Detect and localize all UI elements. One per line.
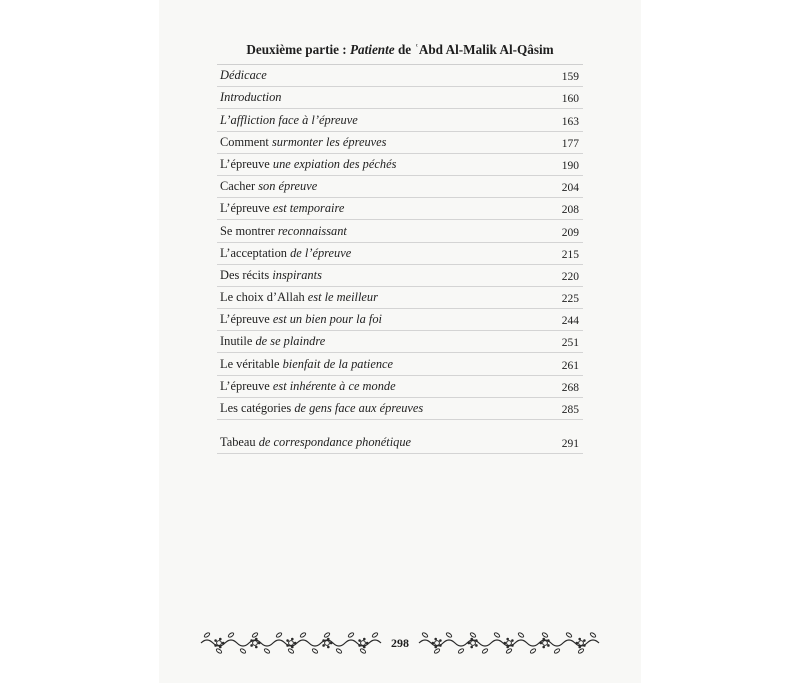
toc-entry-page: 268: [561, 381, 579, 394]
toc-entry-title-italic: L’affliction face à l’épreuve: [220, 112, 358, 127]
toc-entry-title: [220, 312, 382, 330]
floral-vine-left-icon: [197, 628, 385, 658]
toc-entry-title-plain: L’épreuve: [220, 378, 273, 393]
toc-entry-title-plain: Des récits: [220, 267, 273, 282]
toc-section-title: [217, 42, 583, 65]
toc-entry-page: 208: [561, 204, 579, 217]
toc-entry: [217, 376, 583, 398]
toc-entry-title-plain: Tabeau: [220, 435, 259, 450]
toc-entry-title-plain: L’épreuve: [220, 312, 273, 327]
toc-entry: [217, 65, 583, 87]
toc-entry-title: [220, 290, 378, 308]
toc-entry-page: 251: [561, 337, 579, 350]
toc-entry-title-italic: reconnaissant: [277, 223, 347, 238]
toc-entry-title-italic: de correspondance phonétique: [258, 435, 412, 450]
toc-entry-title-italic: inspirants: [272, 267, 322, 282]
toc-entry-title-plain: Cacher: [220, 179, 259, 194]
toc-entry-title: [220, 379, 396, 397]
toc-entry-page: 163: [561, 115, 579, 128]
toc-entry: [217, 198, 583, 220]
toc-entries: [217, 65, 583, 454]
toc-entry: [217, 132, 583, 154]
toc-entry-page: 244: [561, 315, 579, 328]
toc-entry-title-plain: Le choix d’Allah: [220, 290, 308, 305]
page-footer: [189, 628, 611, 658]
toc-entry-title-italic: une expiation des péchés: [272, 156, 397, 171]
floral-vine-right-icon: [415, 628, 603, 658]
toc-entry-title: [220, 401, 423, 419]
toc-entry-title-italic: surmonter les épreuves: [271, 134, 387, 149]
toc-entry-title-plain: Les catégories: [220, 401, 295, 415]
title-suffix: de ʿAbd Al-Malik Al-Qâsim: [394, 42, 554, 57]
title-italic: Patiente: [349, 42, 395, 57]
toc-entry-title: [220, 435, 411, 453]
toc-entry-title: [220, 68, 267, 86]
toc-entry-title-plain: Le véritable: [220, 356, 283, 371]
toc-entry-page: 190: [561, 159, 579, 172]
toc-entry: [217, 309, 583, 331]
page-number: 298: [391, 635, 409, 650]
toc-entry: [217, 220, 583, 242]
toc-entry: [217, 154, 583, 176]
toc-entry: [217, 331, 583, 353]
toc-entry-title: [220, 268, 322, 286]
toc-entry-title: [220, 334, 325, 352]
toc-entry-title-italic: de gens face aux épreuves: [294, 401, 424, 415]
toc-entry-title-italic: est le meilleur: [307, 290, 378, 305]
toc-entry-page: 291: [561, 438, 579, 451]
toc-entry-title-plain: Se montrer: [220, 223, 278, 238]
toc-entry-page: 209: [561, 226, 579, 239]
toc-entry-title-italic: est inhérente à ce monde: [272, 378, 396, 393]
toc-entry: [217, 176, 583, 198]
toc-entry: [217, 87, 583, 109]
toc-entry-title-italic: Dédicace: [220, 68, 267, 83]
toc-entry-title: [220, 135, 386, 153]
toc-entry-page: 225: [561, 293, 579, 306]
toc-entry-title: [220, 224, 347, 242]
toc-entry-title: [220, 246, 351, 264]
toc-entry-title-plain: L’épreuve: [220, 201, 273, 216]
toc-entry-title-italic: est un bien pour la foi: [272, 312, 382, 327]
toc-entry-title-italic: de l’épreuve: [290, 245, 352, 260]
toc-entry-page: 215: [561, 248, 579, 261]
toc-entry-page: 177: [561, 137, 579, 150]
toc-entry-title-italic: son épreuve: [258, 179, 318, 194]
toc-entry-title-italic: bienfait de la patience: [282, 356, 394, 371]
toc-entry-title: [220, 90, 282, 108]
toc-entry: [217, 109, 583, 131]
book-page: [159, 0, 641, 683]
toc-entry-title-italic: de se plaindre: [255, 334, 326, 349]
toc-entry-title: [220, 157, 396, 175]
toc-entry-title-plain: L’acceptation: [220, 245, 291, 260]
toc-entry-title: [220, 201, 344, 219]
toc-entry-title-italic: Introduction: [220, 90, 282, 105]
toc-entry-page: 204: [561, 182, 579, 195]
toc-entry-page: 220: [561, 270, 579, 283]
toc-entry-title-plain: Comment: [220, 134, 272, 149]
toc-entry-page: 261: [561, 359, 579, 372]
toc-entry: [217, 265, 583, 287]
toc-entry-page: 159: [561, 71, 579, 84]
toc-entry-page: 285: [561, 404, 579, 416]
toc-entry: [217, 287, 583, 309]
toc-entry-title-plain: Inutile: [220, 334, 256, 349]
toc-entry: [217, 353, 583, 375]
toc-entry: [217, 432, 583, 454]
toc-entry: [217, 398, 583, 420]
toc-entry-page: 160: [561, 93, 579, 106]
toc-entry: [217, 243, 583, 265]
toc-entry-title: [220, 357, 393, 375]
toc-entry-title-italic: est temporaire: [272, 201, 345, 216]
title-prefix: Deuxième partie :: [246, 42, 350, 57]
toc-entry-title: [220, 179, 317, 197]
toc-entry-title: [220, 113, 358, 131]
toc-entry-title-plain: L’épreuve: [220, 156, 273, 171]
table-of-contents: [217, 42, 583, 454]
